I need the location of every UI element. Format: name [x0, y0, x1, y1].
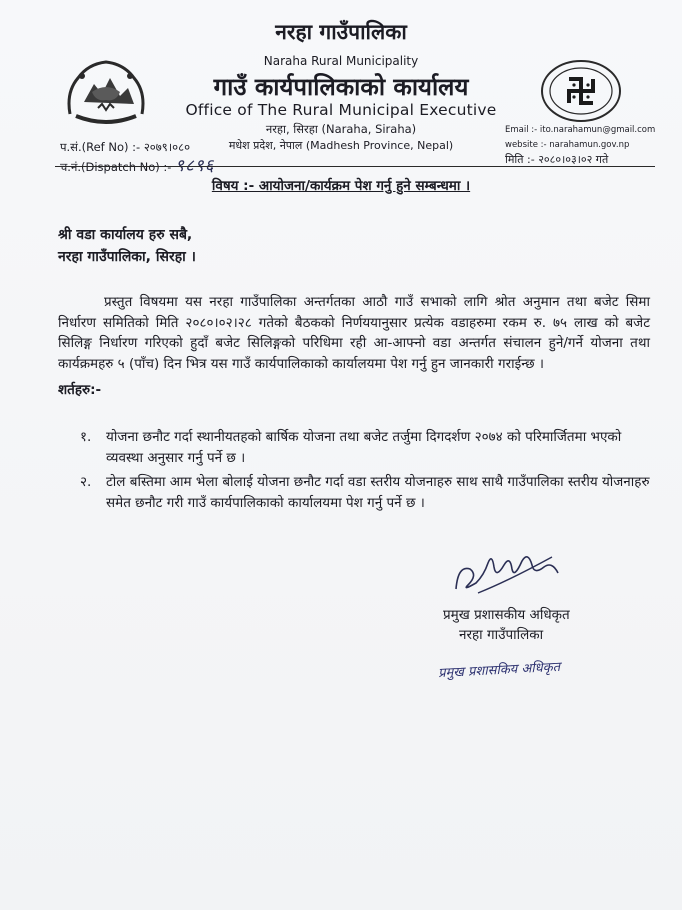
term-text: टोल बस्तिमा आम भेला बोलाई योजना छनौट गर्दा वडा स्तरीय योजनाहरु साथ साथै गाउँपालिका स्तरीय योजनाहरु समेत छनौट गरी गाउँ कार्यपालिकाको कार्यालयमा पेश गर्नु पर्ने छ । [106, 474, 650, 511]
ref-label: प.सं.(Ref No) :- [60, 140, 141, 154]
recipient-block [58, 224, 196, 268]
term-number: १. [80, 429, 92, 445]
dispatch-label: च.नं.(Dispatch No) :- [60, 160, 172, 174]
office-name-en: Office of The Rural Municipal Executive [185, 101, 497, 119]
address-line-2: मधेश प्रदेश, नेपाल (Madhesh Province, Nepal) [228, 139, 454, 152]
ref-value: २०७९।०८० [143, 140, 191, 154]
designation-stamp: प्रमुख प्रशासकिय अधिकृत [437, 659, 561, 682]
term-item [80, 427, 650, 468]
email: Email :- ito.narahamun@gmail.com [505, 125, 656, 135]
recipient-line-2: नरहा गाउँपालिका, सिरहा । [58, 249, 196, 265]
body-paragraph: प्रस्तुत विषयमा यस नरहा गाउँपालिका अन्तर्गतका आठौ गाउँ सभाको लागि श्रोत अनुमान तथा बजेट सिमा निर्धारण समितिको मिति २०८०।०२।२८ गतेको बैठकको निर्णययानुसार प्रत्येक वडाहरुमा रकम रु. ७५ लाख को बजेट सिलिङ्ग निर्धारण गरिएको हुदाँ बजेट सिलिङ्गको परिधिमा रही आ-आफ्नो वडा अन्तर्गत संचालन हुने/गर्ने योजना तथा कार्यक्रमहरु ५ (पाँच) दिन भित्र यस गाउँ कार्यपालिकाको कार्यालयमा पेश गर्नु हुन जानकारी गराईन्छ । [58, 294, 650, 372]
website: website :- narahamun.gov.np [505, 140, 630, 150]
office-name-np: गाउँ कार्यपालिकाको कार्यालय [213, 73, 469, 101]
term-text: योजना छनौट गर्दा स्थानीयतहको बार्षिक योजना तथा बजेट तर्जुमा दिगदर्शण २०७४ को परिमार्जितमा भएको व्यवस्था अनुसार गर्नु पर्ने छ । [106, 429, 622, 466]
signature-scribble [448, 545, 563, 600]
header-divider [55, 166, 655, 167]
dispatch-value-handwritten: ९८९६ [175, 156, 215, 176]
terms-heading: शर्तहरु:- [58, 382, 102, 398]
subject-line: विषय :- आयोजना/कार्यक्रम पेश गर्नु हुने सम्बन्धमा । [211, 178, 471, 194]
term-number: २. [80, 474, 92, 490]
municipality-name-en: Naraha Rural Municipality [263, 54, 419, 68]
address-line-1: नरहा, सिरहा (Naraha, Siraha) [265, 122, 417, 136]
letter-date: मिति :- २०८०।०३।०२ गते [505, 153, 609, 166]
signatory-title: प्रमुख प्रशासकीय अधिकृत [443, 607, 570, 623]
signatory-office: नरहा गाउँपालिका [459, 627, 544, 643]
municipality-name-np: नरहा गाउँपालिका [275, 20, 407, 44]
term-item [80, 472, 650, 513]
recipient-line-1: श्री वडा कार्यालय हरु सबै, [58, 227, 193, 243]
dispatch-number [60, 153, 214, 176]
